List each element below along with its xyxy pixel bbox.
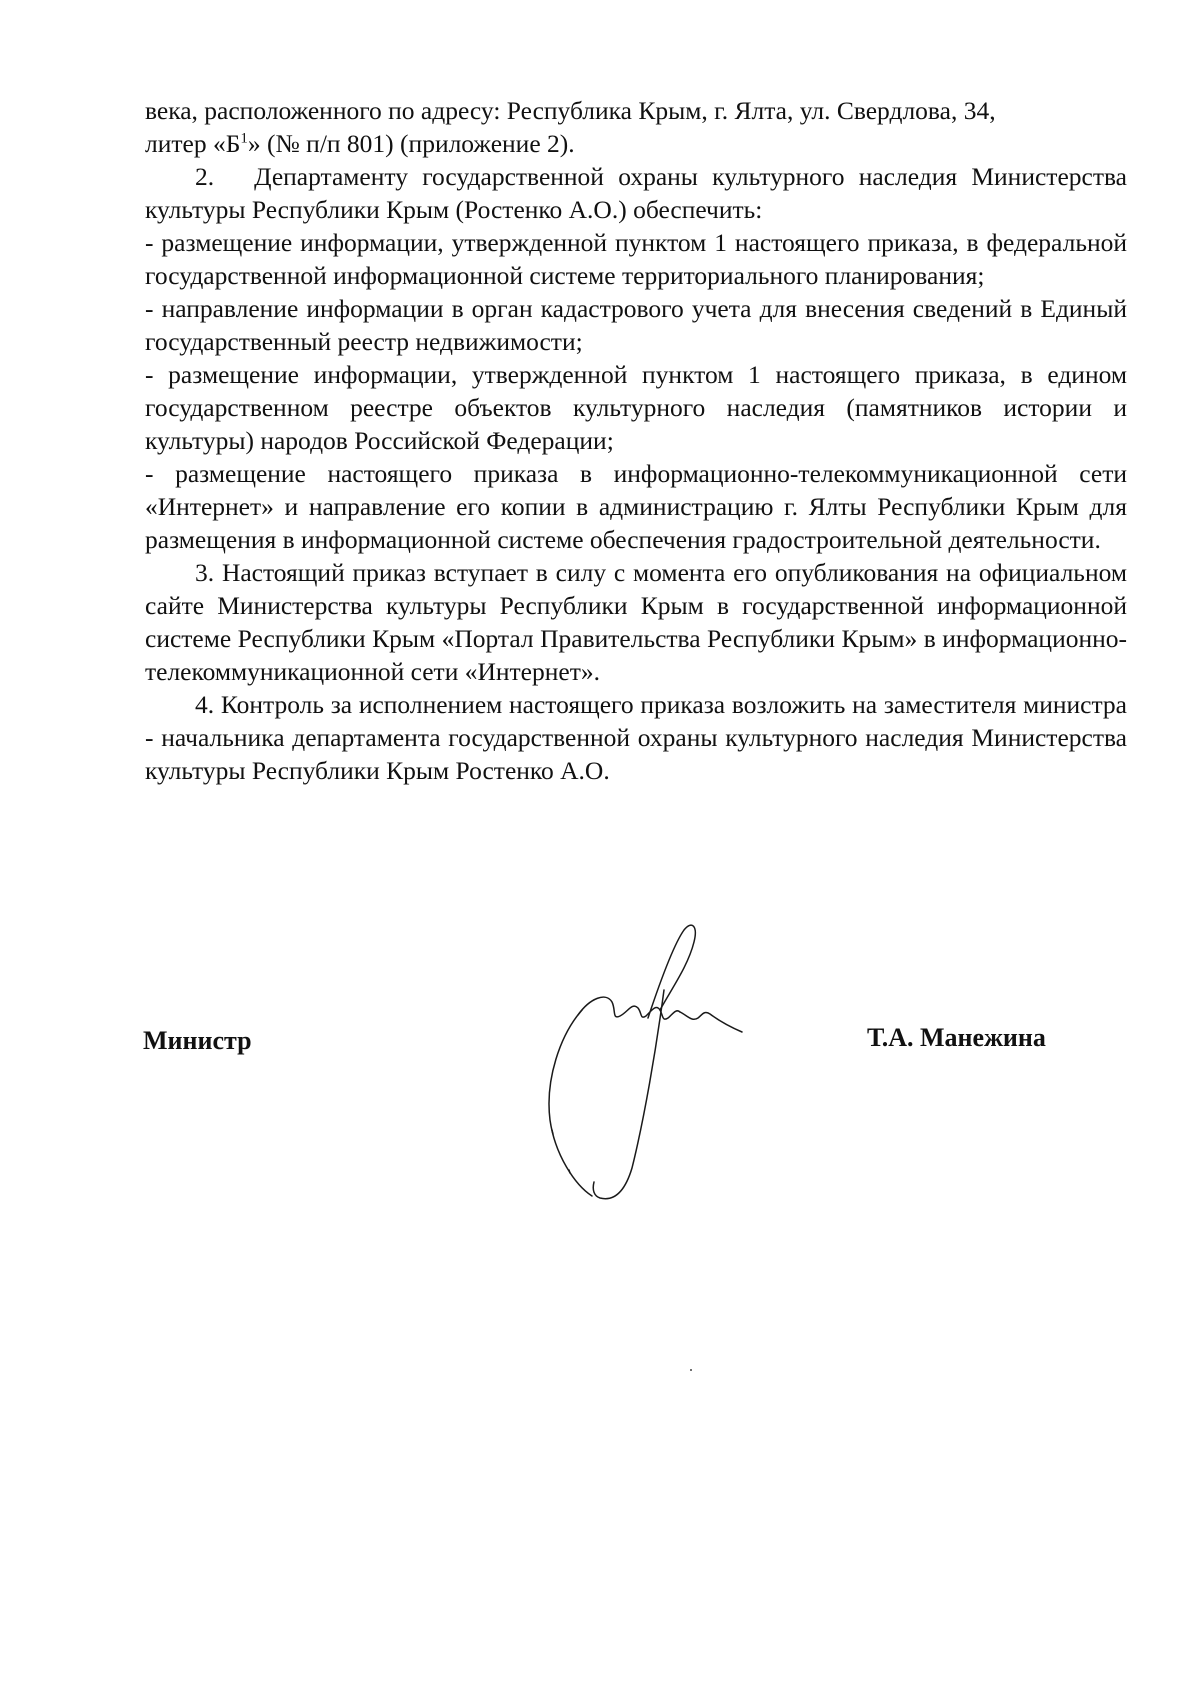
- signature-block: [0, 920, 1200, 1220]
- item-4: 4. Контроль за исполнением настоящего приказа возложить на заместителя министра - начальника департамента государственной охраны культурного наследия Министерства культуры Республики Крым Ростенко А.О.: [145, 690, 1127, 785]
- bullet-item: - размещение информации, утвержденной пунктом 1 настоящего приказа, в федеральной государственной информационной системе территориального планирования;: [145, 228, 1127, 290]
- continuation-line-2-end: » (№ п/п 801) (приложение 2).: [247, 129, 575, 158]
- continuation-line-1: века, расположенного по адресу: Республика Крым, г. Ялта, ул. Свердлова, 34,: [145, 96, 996, 125]
- continuation-line-2-start: литер «Б: [145, 129, 241, 158]
- continuation-line: [145, 94, 1127, 160]
- document-body: [145, 94, 1127, 787]
- bullet-item: - направление информации в орган кадастрового учета для внесения сведений в Единый государственный реестр недвижимости;: [145, 294, 1127, 356]
- scan-speck: [690, 1369, 692, 1371]
- item-2: [145, 160, 1127, 226]
- bullet-item: - размещение информации, утвержденной пунктом 1 настоящего приказа, в едином государственном реестре объектов культурного наследия (памятников истории и культуры) народов Российской Федерации;: [145, 360, 1127, 455]
- signatory-title: Министр: [143, 1026, 252, 1055]
- item-2-number: 2.: [195, 162, 215, 191]
- item-3: 3. Настоящий приказ вступает в силу с момента его опубликования на официальном сайте Министерства культуры Республики Крым в государственной информационной системе Республики Крым «Портал Правительства Республики Крым» в информационно-телекоммуникационной сети «Интернет».: [145, 558, 1127, 686]
- superscript-one: 1: [240, 130, 248, 147]
- item-2-text: Департаменту государственной охраны культурного наследия Министерства культуры Республики Крым (Ростенко А.О.) обеспечить:: [145, 162, 1127, 224]
- handwritten-signature: [520, 920, 760, 1210]
- bullet-item: - размещение настоящего приказа в информационно-телекоммуникационной сети «Интернет» и направление его копии в администрацию г. Ялты Республики Крым для размещения в информационной системе обеспечения градостроительной деятельности.: [145, 459, 1127, 554]
- signatory-name: Т.А. Манежина: [867, 1023, 1046, 1052]
